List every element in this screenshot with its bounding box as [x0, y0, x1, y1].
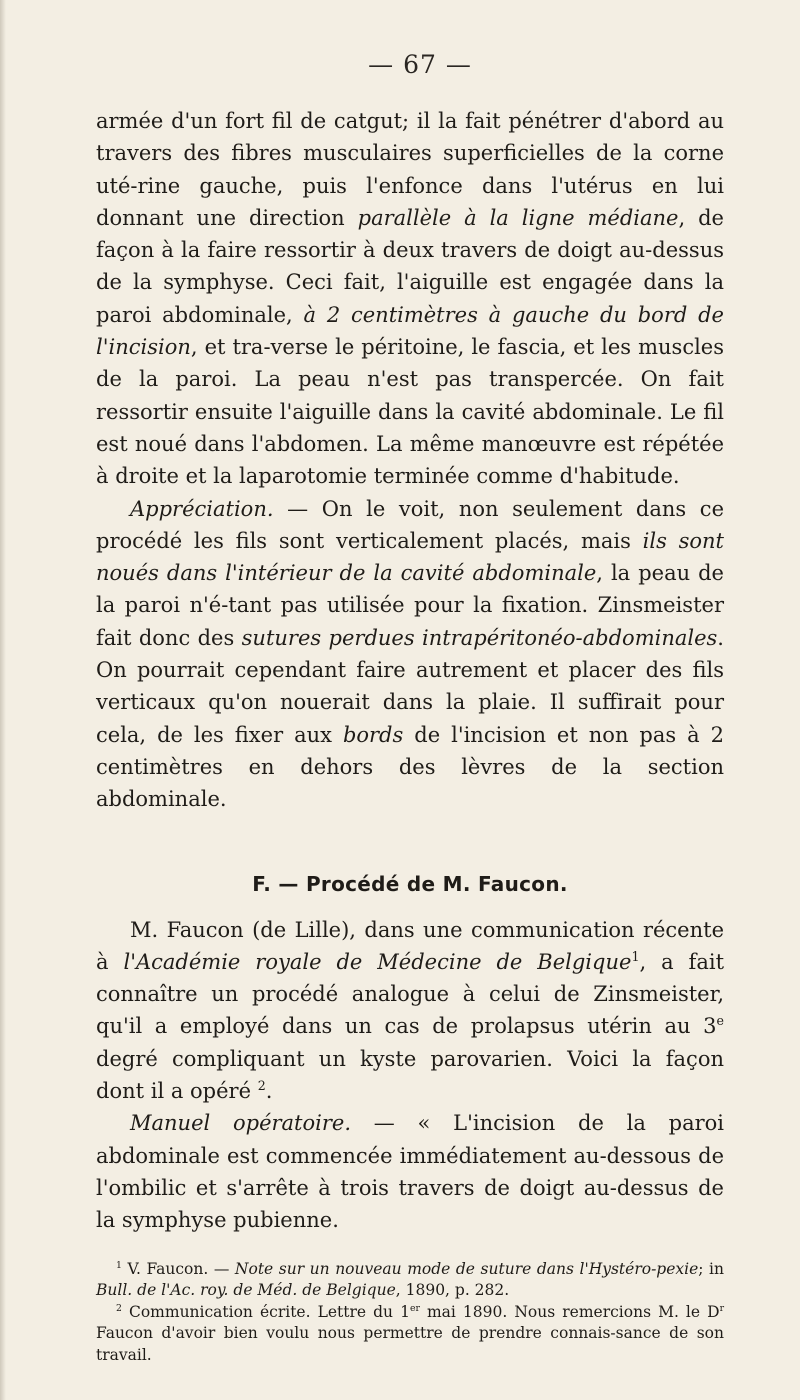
- text-run: , 1890, p. 282.: [395, 1281, 510, 1299]
- page-edge-shadow: [0, 0, 6, 1400]
- text-run: , a fait connaître un procédé analogue à celui de Zinsmeister, qu'il a employé dans un cas de prolapsus utérin au 3: [96, 949, 725, 1039]
- section-heading: F. — Procédé de M. Faucon.: [252, 871, 568, 896]
- footnote-ref: 1: [631, 948, 640, 964]
- footnote-2: [96, 1302, 724, 1367]
- text-run: mai 1890. Nous remercions M. le D: [419, 1302, 720, 1321]
- text-run: armée d'un fort fil de catgut; il la fait pénétrer d'abord au travers des fibres musculaires superficielles de la corne uté-rine gauche, puis l'enfonce dans l'utérus en lui donnant une direction: [96, 109, 724, 230]
- section-label: Appréciation.: [130, 496, 274, 521]
- footnote-ref: 2: [257, 1078, 266, 1094]
- italic-run: Bull. de l'Ac. roy. de Méd. de Belgique: [96, 1281, 396, 1299]
- superscript: r: [719, 1302, 725, 1314]
- italic-run: sutures perdues intrapéritonéo-abdominales: [241, 625, 718, 650]
- paragraph-1: [96, 105, 724, 493]
- italic-run: l'Académie royale de Médecine de Belgique: [123, 949, 632, 974]
- superscript: e: [716, 1013, 724, 1029]
- footnote-mark: 2: [116, 1302, 122, 1314]
- text-run: degré compliquant un kyste parovarien. Voici la façon dont il a opéré: [96, 1046, 724, 1104]
- italic-run: bords: [342, 722, 404, 747]
- paragraph-appreciation: [96, 493, 724, 816]
- italic-run: Note sur un nouveau mode de suture dans l'Hystéro-pexie: [234, 1259, 699, 1278]
- paragraph-manuel: [96, 1107, 724, 1236]
- italic-run: à 2 centimètres à gauche du bord de l'incision: [96, 302, 724, 360]
- footnote-1: [96, 1259, 724, 1302]
- text-run: Communication écrite. Lettre du 1: [121, 1302, 410, 1321]
- superscript: er: [409, 1302, 420, 1314]
- text-run: M. Faucon (de Lille), dans une communication récente à: [96, 917, 724, 974]
- text-run: — « L'incision de la paroi abdominale est commencée immédiatement au-dessous de l'ombilic et s'arrête à trois travers de doigt au-dessus de la symphyse pubienne.: [96, 1111, 725, 1233]
- text-run: .: [265, 1079, 273, 1104]
- text-run: , de façon à la faire ressortir à deux travers de doigt au-dessus de la symphyse. Ceci fait, l'aiguille est engagée dans la paroi abdominale,: [96, 205, 724, 327]
- text-run: , la peau de la paroi n'é-tant pas utilisée pour la fixation. Zinsmeister fait donc des: [96, 561, 724, 650]
- italic-run: parallèle à la ligne médiane: [357, 205, 679, 230]
- paragraph-faucon: [96, 914, 724, 1108]
- footnote-mark: 1: [116, 1259, 122, 1271]
- text-run: V. Faucon. —: [121, 1259, 235, 1278]
- footnotes: [96, 1259, 724, 1367]
- text-run: . On pourrait cependant faire autrement et placer des fils verticaux qu'on nouerait dans la plaie. Il suffirait pour cela, de les fixer aux: [96, 625, 724, 747]
- text-run: ; in: [698, 1259, 725, 1278]
- text-run: , et tra-verse le péritoine, le fascia, et les muscles de la paroi. La peau n'est pas transpercée. On fait ressortir ensuite l'aiguille dans la cavité abdominale. Le fil est noué dans l'abdomen. La même manœuvre est répétée à droite et la laparotomie terminée comme d'habitude.: [96, 335, 724, 489]
- text-run: — On le voit, non seulement dans ce procédé les fils sont verticalement placés, mais: [96, 496, 724, 553]
- book-page: [96, 50, 724, 1366]
- text-run: Faucon d'avoir bien voulu nous permettre de prendre connais-sance de son travail.: [96, 1324, 724, 1364]
- text-run: de l'incision et non pas à 2 centimètres en dehors des lèvres de la section abdominale.: [96, 722, 724, 812]
- italic-run: ils sont noués dans l'intérieur de la cavité abdominale: [96, 528, 724, 586]
- page-number: — 67 —: [368, 50, 472, 79]
- section-label: Manuel opératoire.: [130, 1111, 351, 1136]
